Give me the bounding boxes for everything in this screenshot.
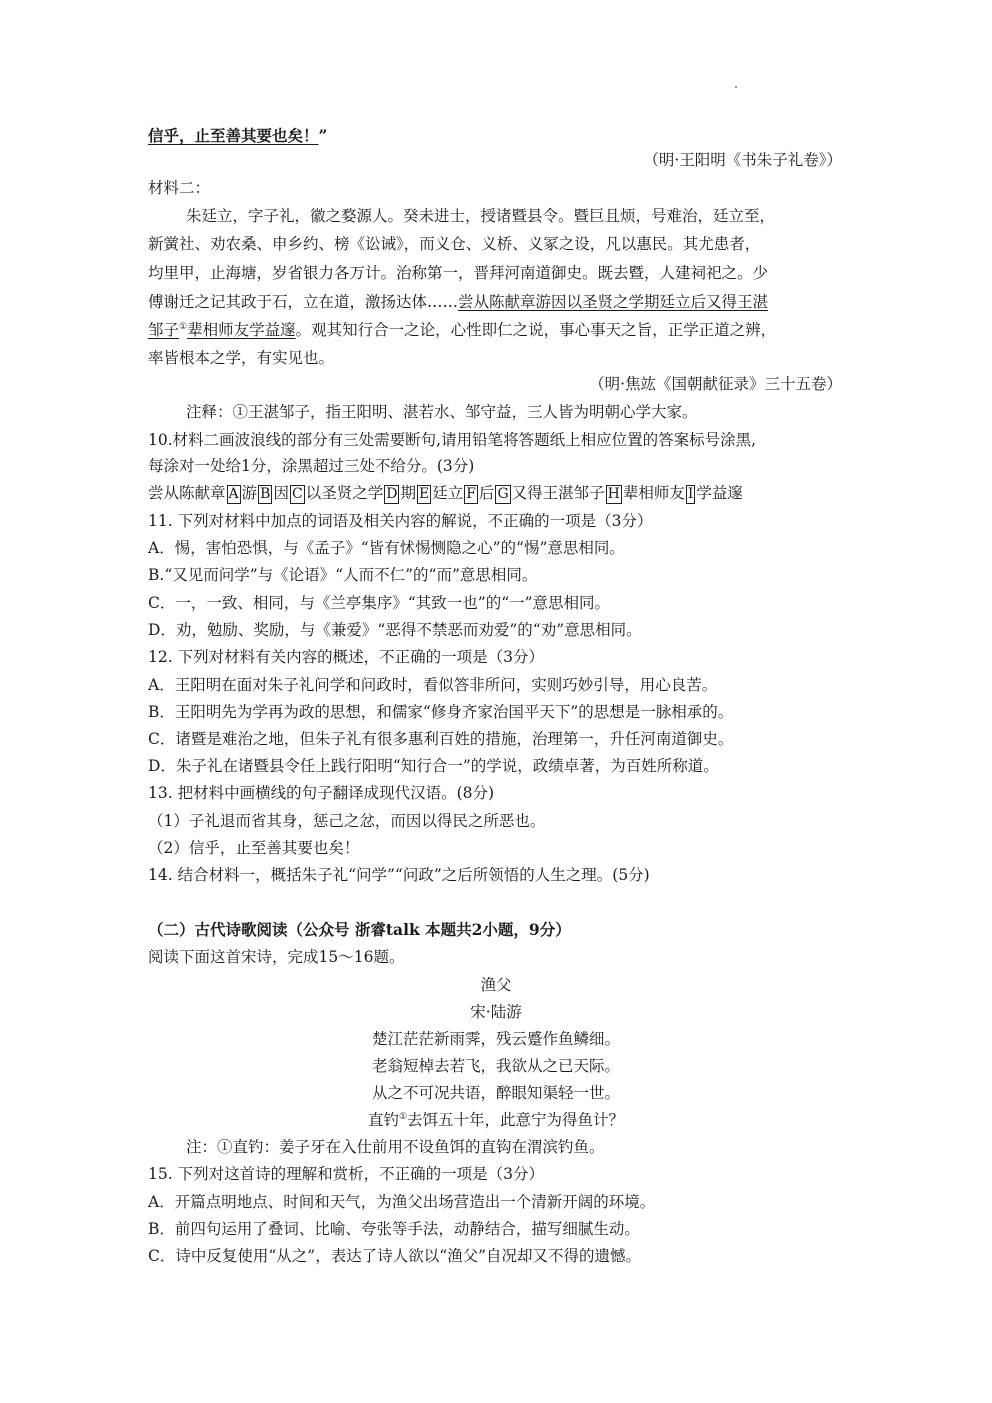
poem-author: 宋·陆游 xyxy=(470,1003,522,1021)
question-11-option-b: B.“又见而问学”与《论语》“人而不仁”的“而”意思相同。 xyxy=(148,566,538,584)
material1-last-line: 信乎，止至善其要也矣！” xyxy=(148,126,328,145)
poem-line: 直钓①去饵五十年，此意宁为得鱼计？ xyxy=(367,1111,625,1129)
answer-box-c: C xyxy=(291,486,303,502)
question-15-option-b: B．前四句运用了叠词、比喻、夸张等手法，动静结合，描写细腻生动。 xyxy=(148,1220,640,1238)
underlined-sentence: 信乎，止至善其要也矣！ xyxy=(148,126,319,145)
question-12-option-c: C．诸暨是难治之地，但朱子礼有很多惠利百姓的措施，治理第一，升任河南道御史。 xyxy=(148,730,734,748)
question-11-option-a: A．惕，害怕恐惧，与《孟子》“皆有怵惕恻隐之心”的“惕”意思相同。 xyxy=(148,539,625,557)
question-13-stem: 13. 把材料中画横线的句子翻译成现代汉语。(8分) xyxy=(148,784,495,802)
footnote-mark: ① xyxy=(398,1111,408,1122)
answer-box-g: G xyxy=(497,486,509,502)
answer-box-h: H xyxy=(607,486,620,502)
question-12-stem: 12. 下列对材料有关内容的概述，不正确的一项是（3分） xyxy=(148,648,544,666)
answer-box-d: D xyxy=(386,486,398,502)
material1-source: （明·王阳明《书朱子礼卷》） xyxy=(643,151,842,169)
section-2-heading: （二）古代诗歌阅读（公众号 浙睿talk 本题共2小题，9分） xyxy=(148,920,571,939)
section-2-intro: 阅读下面这首宋诗，完成15～16题。 xyxy=(148,948,405,966)
footnote-mark: ① xyxy=(179,321,188,332)
poem-line: 老翁短棹去若飞，我欲从之已天际。 xyxy=(371,1057,620,1075)
poem-line: 从之不可况共语，醉眼知渠轻一世。 xyxy=(371,1084,620,1102)
material2-line: 朱廷立，字子礼，徽之婺源人。癸未进士，授诸暨县令。暨巨且烦，号难治，廷立至， xyxy=(186,207,776,225)
answer-box-b: B xyxy=(260,486,271,502)
question-10-stem: 10.材料二画波浪线的部分有三处需要断句,请用铅笔将答题纸上相应位置的答案标号涂黑, xyxy=(148,431,757,449)
material2-line: 傅谢迁之记其政于石，立在道，激扬达体……尝从陈献章游因以圣贤之学期廷立后又得王湛 xyxy=(148,293,769,311)
material2-line: 均里甲，止海塘，岁省银力各万计。治称第一，晋拜河南道御史。既去暨，人建祠祀之。少 xyxy=(148,264,769,282)
question-11-option-d: D．劝，勉励、奖励，与《兼爱》“恶得不禁恶而劝爱”的“劝”意思相同。 xyxy=(148,621,642,639)
question-11-stem: 11. 下列对材料中加点的词语及相关内容的解说，不正确的一项是（3分） xyxy=(148,512,653,530)
material2-footnote: 注释：①王湛邹子，指王阳明、湛若水、邹守益，三人皆为明朝心学大家。 xyxy=(186,403,698,421)
question-10-stem-cont: 每涂对一处给1分，涂黑超过三处不给分。(3分) xyxy=(148,457,475,475)
question-15-option-a: A．开篇点明地点、时间和天气，为渔父出场营造出一个清新开阔的环境。 xyxy=(148,1193,656,1211)
question-10-sequence: 尝从陈献章 A 游 B 因 C 以圣贤之学 D 期 E 廷立 F 后 G 又得王湛邹子 H 辈相师友 I 学益邃 xyxy=(148,484,743,502)
wavy-underlined-text: 尝从陈献章游因以圣贤之学期廷立后又得王湛 xyxy=(458,293,769,311)
poem-line: 楚江茫茫新雨霁，残云蹙作鱼鳞细。 xyxy=(371,1030,620,1048)
material2-line: 率皆根本之学，有实见也。 xyxy=(148,349,335,367)
answer-box-a: A xyxy=(228,486,239,502)
question-15-stem: 15. 下列对这首诗的理解和赏析，不正确的一项是（3分） xyxy=(148,1165,544,1183)
material2-line: 邹子①辈相师友学益邃。观其知行合一之论，心性即仁之说，事心事天之旨，正学正道之辨， xyxy=(148,321,777,339)
material2-source: （明·焦竑《国朝献征录》三十五卷） xyxy=(589,375,842,393)
material2-line: 新黉社、劝农桑、申乡约、榜《讼诫》，而义仓、义桥、义冢之设，凡以惠民。其尤患者， xyxy=(148,235,761,253)
question-12-option-b: B．王阳明先为学再为政的思想，和儒家“修身齐家治国平天下”的思想是一脉相承的。 xyxy=(148,703,734,721)
material2-label: 材料二： xyxy=(148,179,211,197)
scan-speck xyxy=(735,86,737,88)
answer-box-e: E xyxy=(418,486,430,502)
answer-box-f: F xyxy=(466,486,476,502)
poem-footnote: 注：①直钓：姜子牙在入仕前用不设鱼饵的直钩在渭滨钓鱼。 xyxy=(186,1138,605,1156)
question-15-option-c: C．诗中反复使用“从之”，表达了诗人欲以“渔父”自况却又不得的遗憾。 xyxy=(148,1247,642,1265)
poem-title: 渔父 xyxy=(480,976,512,994)
question-13-sentence-2: （2）信乎，止至善其要也矣！ xyxy=(148,839,360,857)
question-11-option-c: C．一，一致、相同，与《兰亭集序》“其致一也”的“一”意思相同。 xyxy=(148,594,611,612)
question-14-stem: 14. 结合材料一，概括朱子礼“问学”“问政”之后所领悟的人生之理。(5分) xyxy=(148,866,650,884)
question-13-sentence-1: （1）子礼退而省其身，惩己之忿，而因以得民之所恶也。 xyxy=(148,812,546,830)
question-12-option-d: D．朱子礼在诸暨县令任上践行阳明“知行合一”的学说，政绩卓著，为百姓所称道。 xyxy=(148,757,719,775)
question-12-option-a: A．王阳明在面对朱子礼问学和问政时，看似答非所问，实则巧妙引导，用心良苦。 xyxy=(148,676,718,694)
answer-box-i: I xyxy=(687,486,694,502)
